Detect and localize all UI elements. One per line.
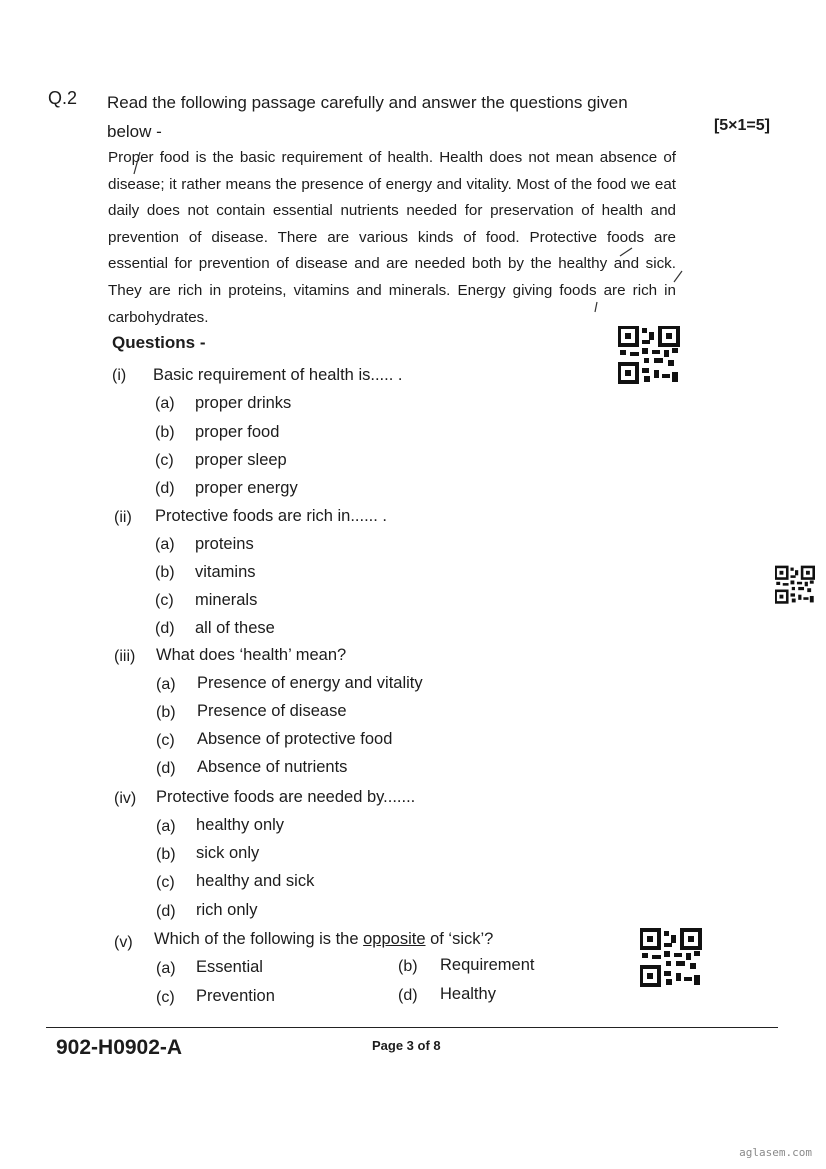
- option-label: (b): [156, 846, 176, 863]
- option-label: (a): [155, 536, 175, 553]
- option-text: proper sleep: [195, 451, 287, 469]
- option-text: Presence of energy and vitality: [197, 674, 423, 692]
- item-stem: Protective foods are rich in...... .: [155, 507, 388, 525]
- option-text: proper drinks: [195, 394, 292, 412]
- stem-underlined-word: opposite: [363, 930, 426, 948]
- item-stem: [154, 930, 493, 949]
- option-text: minerals: [195, 591, 258, 609]
- option-text: sick only: [196, 844, 260, 862]
- option-label: (b): [155, 564, 175, 581]
- option-label: (c): [155, 592, 174, 609]
- option-text: healthy only: [196, 816, 285, 834]
- option-label: (a): [155, 395, 175, 412]
- option-label: (b): [398, 958, 418, 975]
- footer-divider: [46, 1027, 778, 1028]
- qr-code-icon: [775, 565, 815, 605]
- item-number: (v): [114, 934, 133, 951]
- option-text: Requirement: [440, 956, 535, 974]
- option-text: Healthy: [440, 985, 496, 1003]
- marks-allocation: [5×1=5]: [713, 117, 770, 134]
- watermark: aglasem.com: [739, 1146, 812, 1159]
- item-number: (iii): [114, 648, 136, 665]
- passage: [108, 145, 676, 331]
- option-text: proteins: [195, 535, 254, 553]
- pen-mark: [672, 268, 684, 284]
- option-text: proper energy: [195, 479, 298, 497]
- option-label: (b): [156, 704, 176, 721]
- option-text: Presence of disease: [197, 702, 347, 720]
- option-label: (c): [156, 989, 175, 1006]
- item-stem: Protective foods are needed by.......: [156, 788, 416, 806]
- option-text: healthy and sick: [196, 872, 315, 890]
- option-text: proper food: [195, 423, 280, 441]
- item-number: (i): [112, 367, 127, 384]
- item-stem: What does ‘health’ mean?: [156, 646, 347, 664]
- pen-mark: [592, 300, 600, 314]
- option-label: (d): [156, 903, 176, 920]
- option-label: (d): [156, 760, 176, 777]
- item-number: (iv): [114, 790, 137, 807]
- qr-code-icon: [618, 326, 680, 384]
- item-number: (ii): [114, 509, 132, 526]
- question-number: Q.2: [48, 88, 78, 108]
- option-text: rich only: [196, 901, 258, 919]
- question-instruction: [107, 88, 628, 146]
- option-text: Essential: [196, 958, 263, 976]
- option-label: (a): [156, 960, 176, 977]
- page-number: Page 3 of 8: [372, 1038, 441, 1053]
- option-label: (a): [156, 676, 176, 693]
- stem-part: of ‘sick’?: [425, 930, 494, 948]
- option-label: (a): [156, 818, 176, 835]
- option-label: (c): [155, 452, 174, 469]
- item-stem: Basic requirement of health is..... .: [153, 366, 403, 384]
- option-text: Absence of nutrients: [197, 758, 348, 776]
- questions-heading: Questions -: [112, 333, 206, 352]
- qr-code-icon: [640, 928, 702, 988]
- option-label: (b): [155, 424, 175, 441]
- option-label: (d): [155, 620, 175, 637]
- option-label: (c): [156, 732, 175, 749]
- option-label: (d): [398, 987, 418, 1004]
- paper-code: 902-H0902-A: [56, 1036, 183, 1059]
- option-text: Prevention: [196, 987, 275, 1005]
- passage-text: Proper food is the basic requirement of health. Health does not mean absence of disease; it rather means the presence of energy and vitality. Most of the food we eat daily does not contain essential nutrients needed for preservation of health and prevention of disease. There are various kinds of food. Protective foods are essential for prevention of disease and are needed both by the healthy and sick. They are rich in proteins, vitamins and minerals. Energy giving foods are rich in carbohydrates.: [108, 149, 676, 326]
- pen-mark: [130, 150, 144, 178]
- option-label: (d): [155, 480, 175, 497]
- instruction-line-1: Read the following passage carefully and answer the questions given: [107, 93, 628, 112]
- option-text: Absence of protective food: [197, 730, 393, 748]
- instruction-line-2: below -: [107, 122, 162, 141]
- option-label: (c): [156, 874, 175, 891]
- stem-part: Which of the following is the: [154, 930, 364, 948]
- option-text: vitamins: [195, 563, 256, 581]
- pen-mark: [618, 246, 636, 258]
- option-text: all of these: [195, 619, 275, 637]
